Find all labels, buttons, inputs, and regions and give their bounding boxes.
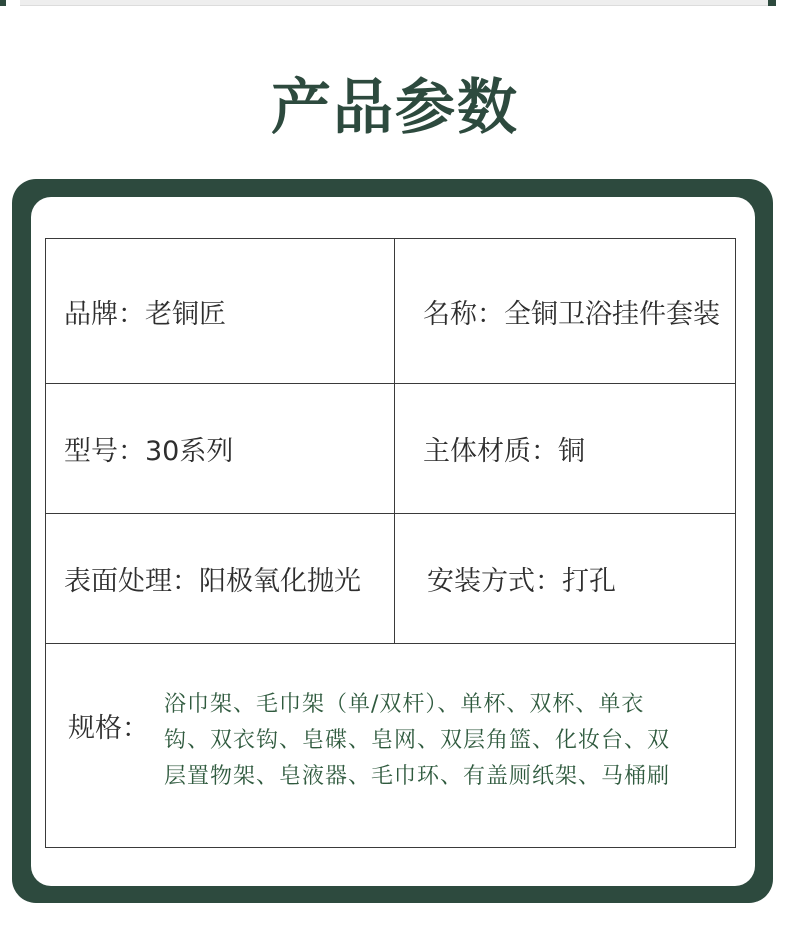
spec-line: 钩、双衣钩、皂碟、皂网、双层角篮、化妆台、双 [164,728,671,753]
table-cell [394,239,735,383]
table-cell [46,384,394,513]
table-row [46,239,735,384]
table-row-spec [46,644,735,847]
table-cell [46,514,394,643]
material-value: 主体材质：铜 [423,436,585,467]
table-row [46,514,735,644]
spec-label: 规格： [68,713,149,744]
top-strip-corner-right [768,0,776,6]
product-name-value: 名称：全铜卫浴挂件套装 [423,298,720,330]
params-table [45,238,736,848]
spec-line: 层置物架、皂液器、毛巾环、有盖厕纸架、马桶刷 [164,764,671,789]
table-cell [46,239,394,383]
model-value: 型号：30系列 [64,436,234,467]
top-divider-strip [20,0,770,6]
table-row [46,384,735,514]
table-cell [394,384,735,513]
spec-list [164,687,704,795]
brand-value: 品牌：老铜匠 [64,298,226,330]
page-title: 产品参数 [271,73,519,143]
table-cell [394,514,735,643]
surface-treatment-value: 表面处理：阳极氧化抛光 [64,566,361,597]
install-method-value: 安装方式：打孔 [427,566,616,597]
top-strip-corner-left [0,0,6,6]
spec-line: 浴巾架、毛巾架（单/双杆）、单杯、双杯、单衣 [164,692,645,717]
